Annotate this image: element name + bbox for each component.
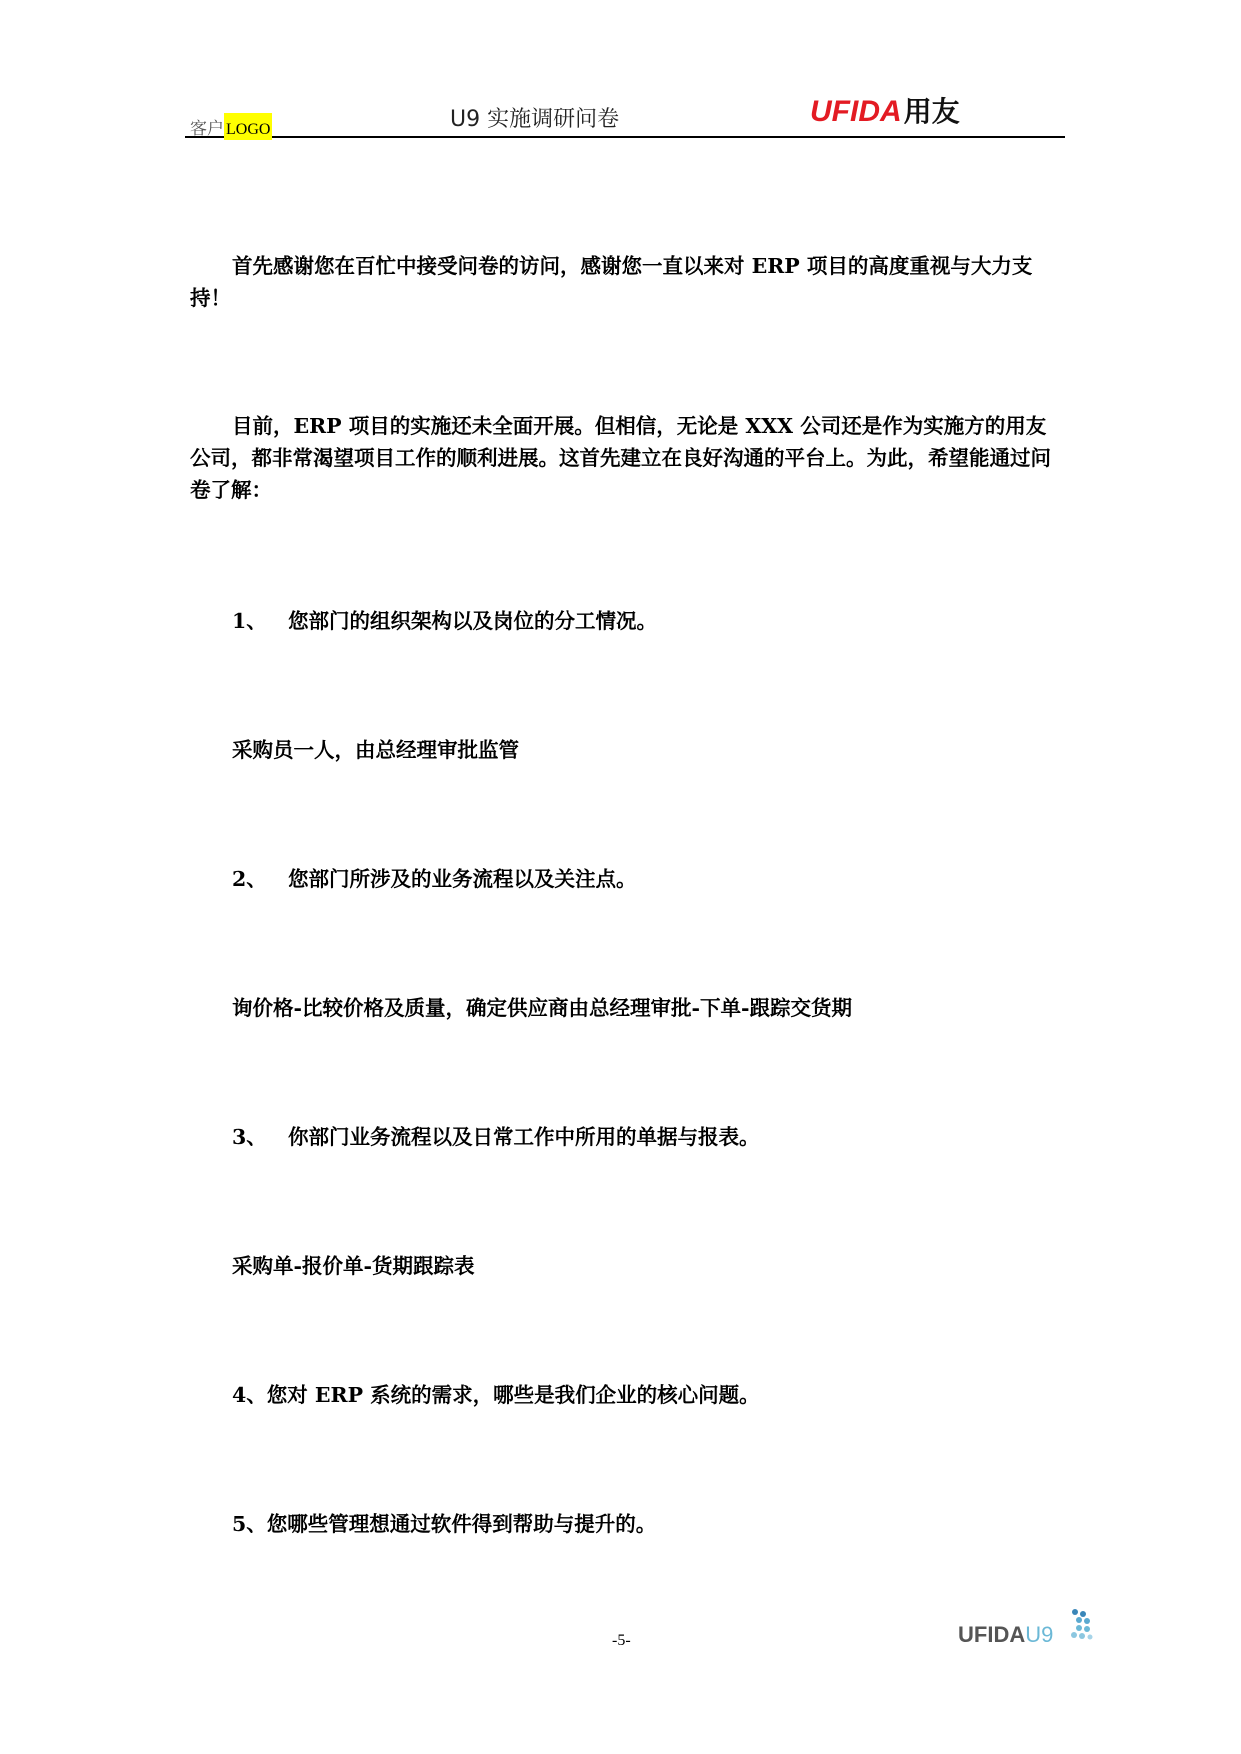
- question-3: [232, 1120, 760, 1150]
- client-logo-placeholder: LOGO: [224, 113, 272, 140]
- question-4: [232, 1378, 760, 1408]
- question-text: 你部门业务流程以及日常工作中所用的单据与报表。: [288, 1125, 760, 1149]
- footer-logo-suffix: U9: [1025, 1622, 1054, 1647]
- question-number: 3、: [232, 1125, 267, 1149]
- ufida-brand-logo: [810, 90, 960, 130]
- answer-2: 询价格-比较价格及质量，确定供应商由总经理审批-下单-跟踪交货期: [232, 996, 853, 1020]
- question-number: 5、: [232, 1512, 267, 1536]
- page-number: -5-: [612, 1632, 631, 1649]
- intro-paragraph-1: 首先感谢您在百忙中接受问卷的访问，感谢您一直以来对 ERP 项目的高度重视与大力支持！: [190, 254, 1033, 310]
- answer-1: 采购员一人，由总经理审批监管: [232, 738, 519, 762]
- ufida-u9-footer-logo: [958, 1608, 1088, 1654]
- answer-3: 采购单-报价单-货期跟踪表: [232, 1254, 475, 1278]
- brand-en: UFIDA: [810, 95, 902, 128]
- question-1: [232, 604, 657, 634]
- client-prefix: 客户: [190, 119, 224, 139]
- question-number: 4、: [232, 1383, 267, 1407]
- document-title: U9 实施调研问卷: [450, 107, 620, 132]
- page-header: [185, 86, 1065, 138]
- question-2: [232, 862, 637, 892]
- footer-logo-text: UFIDA: [958, 1622, 1026, 1647]
- question-number: 2、: [232, 867, 267, 891]
- question-text: 您部门所涉及的业务流程以及关注点。: [288, 867, 637, 891]
- question-text: 您哪些管理想通过软件得到帮助与提升的。: [266, 1512, 657, 1536]
- question-text: 您部门的组织架构以及岗位的分工情况。: [288, 609, 657, 633]
- dots-icon: [1070, 1608, 1098, 1648]
- question-number: 1、: [232, 609, 267, 633]
- question-text: 您对 ERP 系统的需求，哪些是我们企业的核心问题。: [266, 1383, 760, 1407]
- question-5: [232, 1507, 656, 1537]
- intro-paragraph-2: 目前，ERP 项目的实施还未全面开展。但相信，无论是 XXX 公司还是作为实施方的用友公司，都非常渴望项目工作的顺利进展。这首先建立在良好沟通的平台上。为此，希望能通过问卷了解：: [190, 414, 1051, 502]
- client-logo-area: [190, 114, 272, 139]
- brand-cn: 用友: [903, 96, 960, 127]
